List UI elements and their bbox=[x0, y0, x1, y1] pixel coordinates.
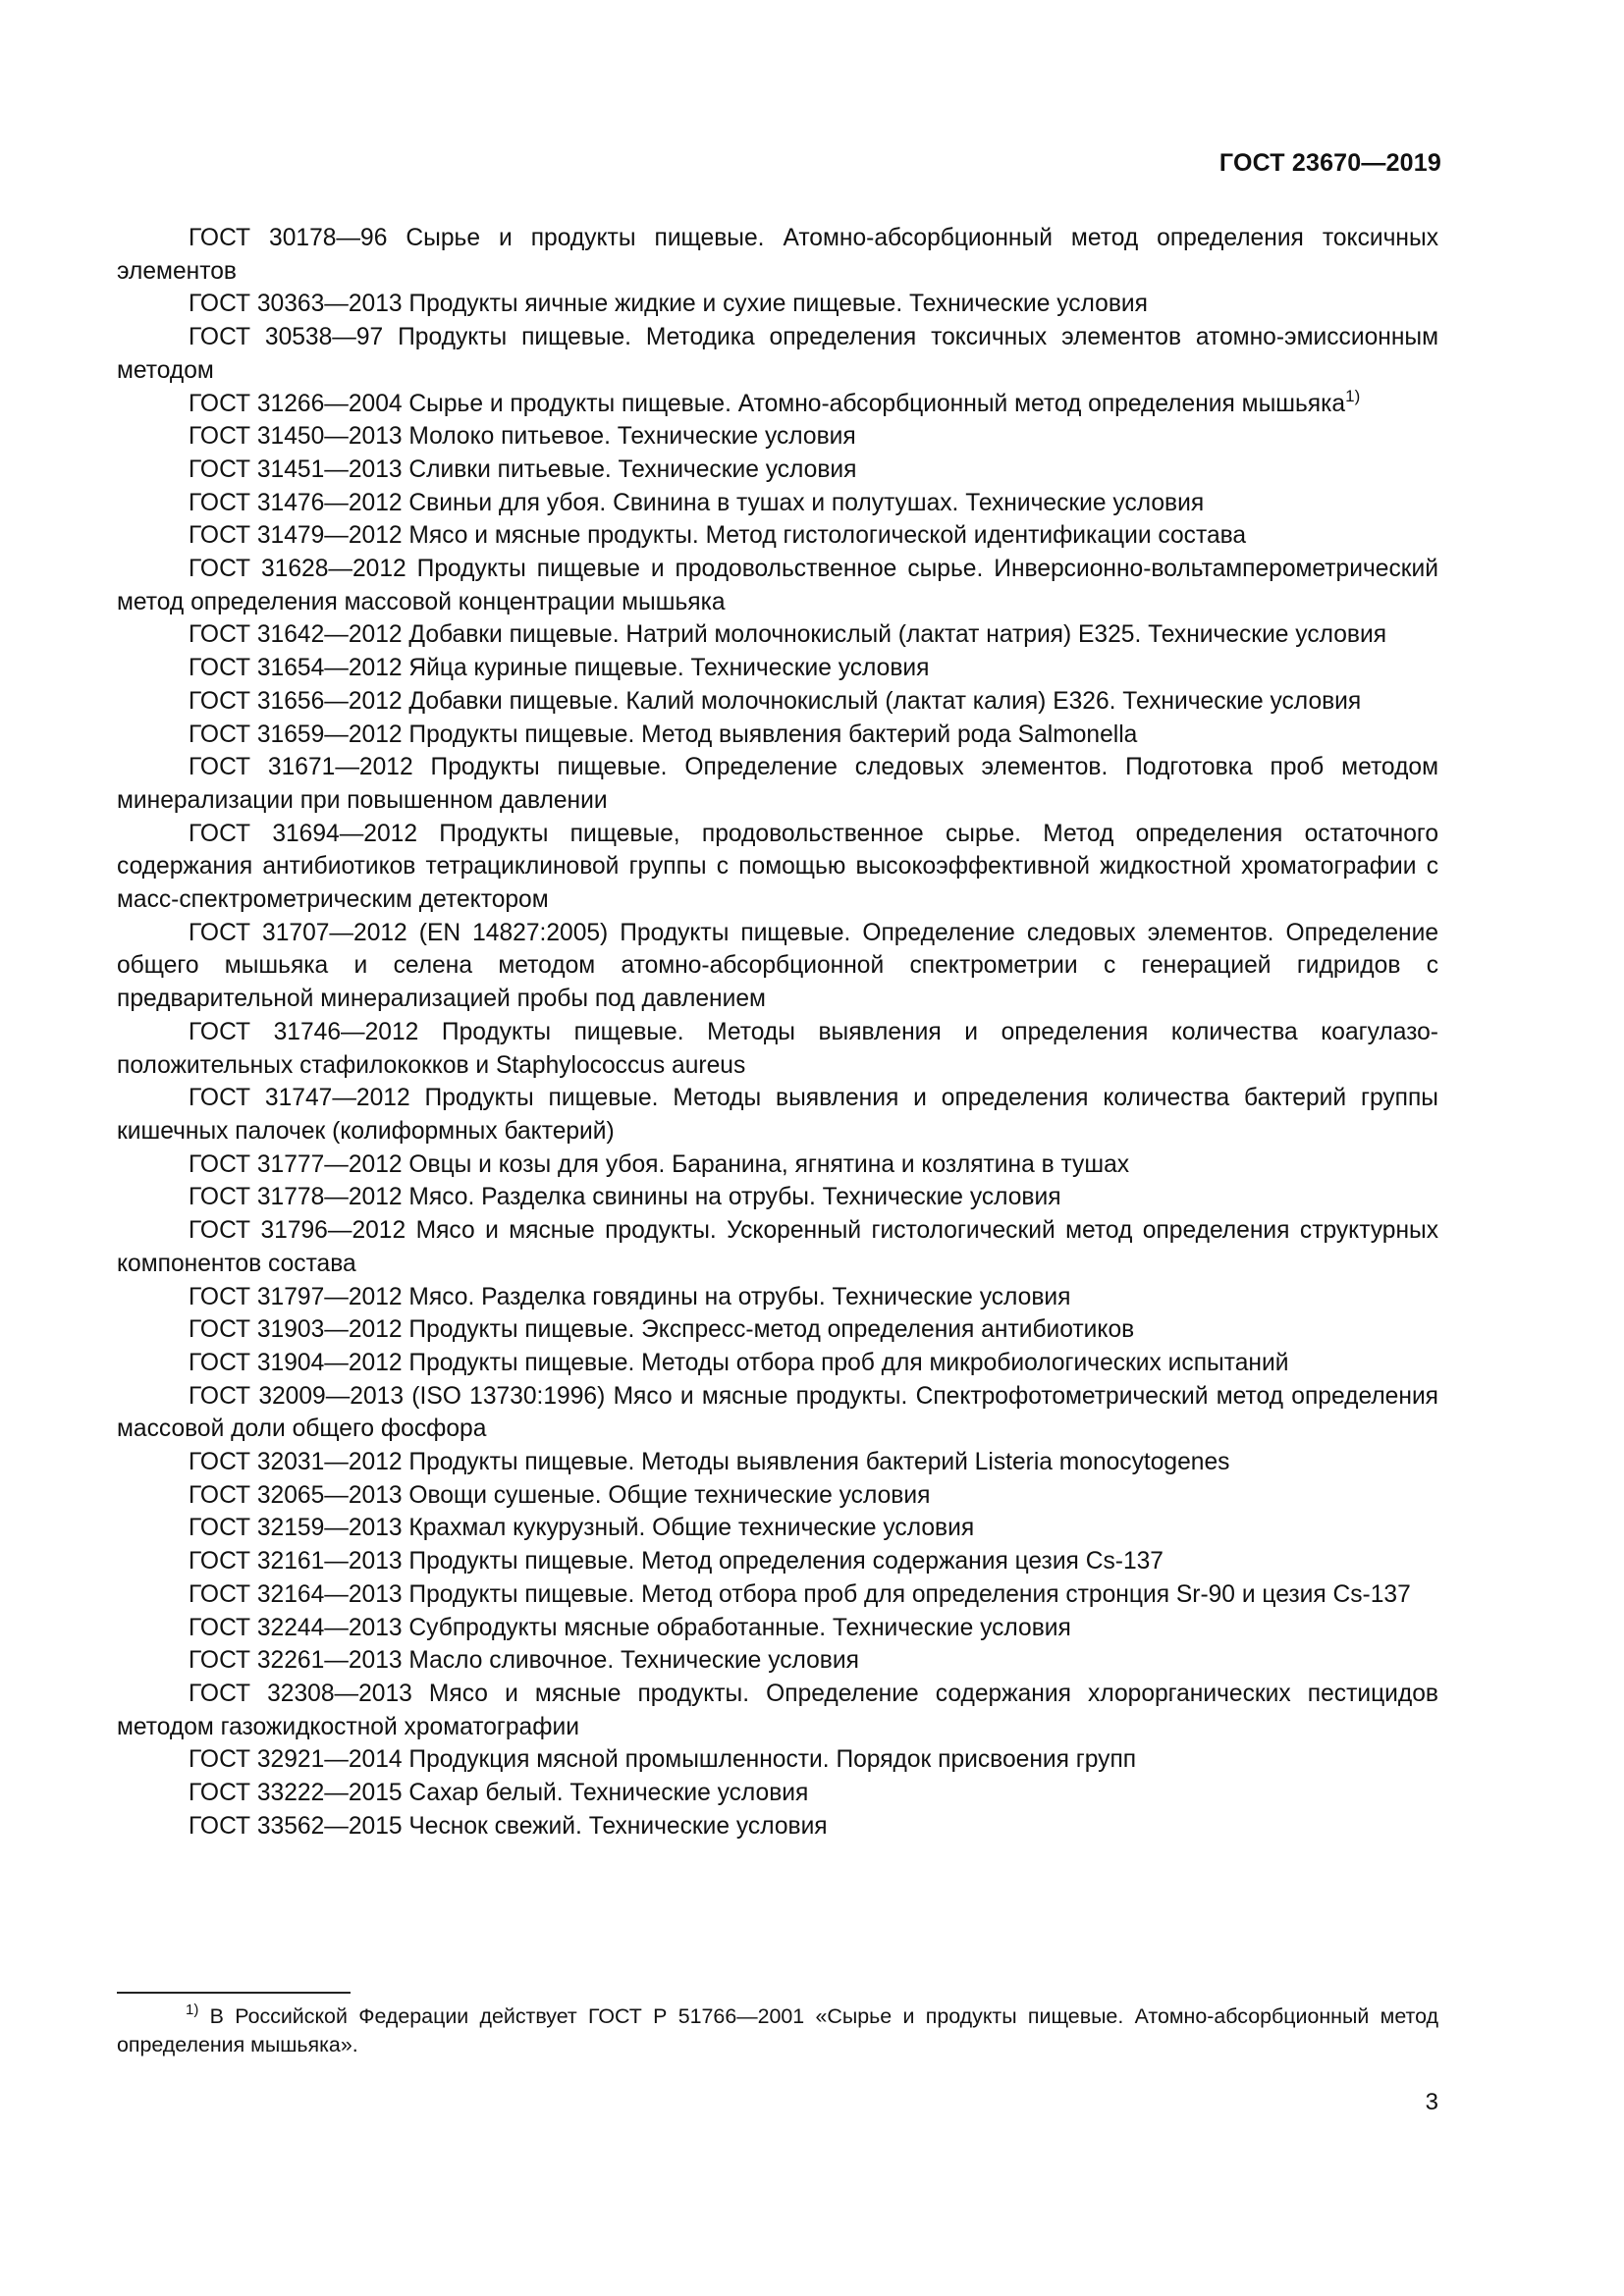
reference-item bbox=[117, 1810, 1438, 1843]
footnote-divider bbox=[117, 1992, 351, 1994]
reference-text: ГОСТ 31796—2012 Мясо и мясные продукты. Ускоренный гистологический метод определения структурных компонентов состава bbox=[117, 1217, 1438, 1277]
reference-text: ГОСТ 32164—2013 Продукты пищевые. Метод отбора проб для определения стронция Sr-90 и цезия Cs-137 bbox=[189, 1580, 1411, 1608]
footnote-marker: 1) bbox=[1345, 386, 1361, 405]
reference-text: ГОСТ 32031—2012 Продукты пищевые. Методы выявления бактерий Listeria monocytogenes bbox=[189, 1449, 1230, 1476]
reference-text: ГОСТ 32308—2013 Мясо и мясные продукты. Определение содержания хлорорганических пестицидов методом газожидкостной хроматографии bbox=[117, 1680, 1438, 1740]
reference-item bbox=[117, 1743, 1438, 1777]
reference-item bbox=[117, 487, 1438, 520]
reference-item bbox=[117, 1545, 1438, 1578]
footnote-text: В Российской Федерации действует ГОСТ Р 51766—2001 «Сырье и продукты пищевые. Атомно-абсорбционный метод определения мышьяка». bbox=[117, 2004, 1438, 2056]
reference-text: ГОСТ 31777—2012 Овцы и козы для убоя. Баранина, ягнятина и козлятина в тушах bbox=[189, 1150, 1130, 1178]
reference-text: ГОСТ 32065—2013 Овощи сушеные. Общие технические условия bbox=[189, 1481, 931, 1509]
reference-text: ГОСТ 31707—2012 (EN 14827:2005) Продукты пищевые. Определение следовых элементов. Определение общего мышьяка и селена методом атомно-абсорбционной спектрометрии с генерацией гидридов с предварительной минерализацией пробы под давлением bbox=[117, 919, 1438, 1013]
reference-item bbox=[117, 1281, 1438, 1314]
normative-references-list bbox=[117, 222, 1438, 1842]
reference-text: ГОСТ 31671—2012 Продукты пищевые. Определение следовых элементов. Подготовка проб методом минерализации при повышенном давлении bbox=[117, 754, 1438, 814]
reference-item bbox=[117, 222, 1438, 288]
reference-item bbox=[117, 1082, 1438, 1148]
reference-item bbox=[117, 1347, 1438, 1380]
reference-item bbox=[117, 1313, 1438, 1347]
reference-text: ГОСТ 31654—2012 Яйца куриные пищевые. Технические условия bbox=[189, 655, 930, 682]
reference-text: ГОСТ 31476—2012 Свиньи для убоя. Свинина в тушах и полутушах. Технические условия bbox=[189, 489, 1205, 516]
reference-text: ГОСТ 32159—2013 Крахмал кукурузный. Общие технические условия bbox=[189, 1515, 975, 1542]
reference-item bbox=[117, 519, 1438, 553]
reference-text: ГОСТ 31479—2012 Мясо и мясные продукты. Метод гистологической идентификации состава bbox=[189, 522, 1247, 550]
reference-text: ГОСТ 31266—2004 Сырье и продукты пищевые. Атомно-абсорбционный метод определения мышьяка bbox=[189, 390, 1346, 417]
page-number: 3 bbox=[1425, 2089, 1438, 2115]
reference-item bbox=[117, 719, 1438, 752]
reference-text: ГОСТ 31904—2012 Продукты пищевые. Методы отбора проб для микробиологических испытаний bbox=[189, 1349, 1289, 1376]
reference-item bbox=[117, 1016, 1438, 1082]
reference-item bbox=[117, 288, 1438, 321]
reference-item bbox=[117, 1148, 1438, 1182]
reference-item bbox=[117, 321, 1438, 387]
reference-text: ГОСТ 31797—2012 Мясо. Разделка говядины на отрубы. Технические условия bbox=[189, 1283, 1071, 1310]
reference-text: ГОСТ 30538—97 Продукты пищевые. Методика определения токсичных элементов атомно-эмиссионным методом bbox=[117, 324, 1438, 384]
reference-text: ГОСТ 32009—2013 (ISO 13730:1996) Мясо и мясные продукты. Спектрофотометрический метод определения массовой доли общего фосфора bbox=[117, 1382, 1438, 1443]
reference-item bbox=[117, 818, 1438, 917]
reference-item bbox=[117, 685, 1438, 719]
reference-text: ГОСТ 31694—2012 Продукты пищевые, продовольственное сырье. Метод определения остаточного содержания антибиотиков тетрациклиновой группы с помощью высокоэффективной жидкостной хроматографии с масс-спектрометрическим детектором bbox=[117, 820, 1438, 914]
reference-text: ГОСТ 33222—2015 Сахар белый. Технические условия bbox=[189, 1780, 809, 1807]
reference-text: ГОСТ 31659—2012 Продукты пищевые. Метод выявления бактерий рода Salmonella bbox=[189, 721, 1138, 748]
reference-item bbox=[117, 388, 1438, 421]
reference-text: ГОСТ 31450—2013 Молоко питьевое. Технические условия bbox=[189, 423, 856, 451]
reference-item bbox=[117, 454, 1438, 487]
reference-item bbox=[117, 1181, 1438, 1214]
reference-item bbox=[117, 1512, 1438, 1545]
reference-text: ГОСТ 32244—2013 Субпродукты мясные обработанные. Технические условия bbox=[189, 1614, 1071, 1641]
reference-item bbox=[117, 751, 1438, 817]
reference-text: ГОСТ 31747—2012 Продукты пищевые. Методы выявления и определения количества бактерий группы кишечных палочек (колиформных бактерий) bbox=[117, 1085, 1438, 1145]
footnote bbox=[117, 2002, 1438, 2059]
reference-item bbox=[117, 1678, 1438, 1743]
reference-text: ГОСТ 32261—2013 Масло сливочное. Технические условия bbox=[189, 1647, 859, 1675]
reference-text: ГОСТ 33562—2015 Чеснок свежий. Технические условия bbox=[189, 1812, 828, 1840]
reference-item bbox=[117, 1578, 1438, 1612]
document-header: ГОСТ 23670—2019 bbox=[1218, 149, 1441, 177]
reference-item bbox=[117, 618, 1438, 652]
reference-item bbox=[117, 1612, 1438, 1645]
footnote-marker: 1) bbox=[186, 2002, 199, 2018]
reference-text: ГОСТ 31903—2012 Продукты пищевые. Экспресс-метод определения антибиотиков bbox=[189, 1316, 1135, 1344]
reference-item bbox=[117, 1446, 1438, 1479]
reference-text: ГОСТ 31642—2012 Добавки пищевые. Натрий молочнокислый (лактат натрия) Е325. Технические условия bbox=[189, 621, 1387, 649]
reference-item bbox=[117, 1380, 1438, 1446]
reference-text: ГОСТ 31451—2013 Сливки питьевые. Технические условия bbox=[189, 455, 857, 483]
reference-text: ГОСТ 31746—2012 Продукты пищевые. Методы выявления и определения количества коагулазоположительных стафилококков и Staphylococcus aureus bbox=[117, 1018, 1438, 1079]
reference-item bbox=[117, 1777, 1438, 1810]
reference-item bbox=[117, 917, 1438, 1016]
reference-text: ГОСТ 30178—96 Сырье и продукты пищевые. Атомно-абсорбционный метод определения токсичных элементов bbox=[117, 225, 1438, 285]
reference-text: ГОСТ 31778—2012 Мясо. Разделка свинины на отрубы. Технические условия bbox=[189, 1184, 1061, 1211]
reference-item bbox=[117, 652, 1438, 685]
reference-item bbox=[117, 553, 1438, 618]
reference-item bbox=[117, 1644, 1438, 1678]
reference-text: ГОСТ 31628—2012 Продукты пищевые и продовольственное сырье. Инверсионно-вольтамперометрический метод определения массовой концентрации мышьяка bbox=[117, 556, 1438, 615]
reference-item bbox=[117, 1479, 1438, 1513]
reference-item bbox=[117, 1214, 1438, 1280]
reference-text: ГОСТ 30363—2013 Продукты яичные жидкие и сухие пищевые. Технические условия bbox=[189, 291, 1148, 318]
reference-text: ГОСТ 31656—2012 Добавки пищевые. Калий молочнокислый (лактат калия) Е326. Технические условия bbox=[189, 687, 1362, 715]
reference-item bbox=[117, 420, 1438, 454]
reference-text: ГОСТ 32161—2013 Продукты пищевые. Метод определения содержания цезия Cs-137 bbox=[189, 1548, 1164, 1575]
reference-text: ГОСТ 32921—2014 Продукция мясной промышленности. Порядок присвоения групп bbox=[189, 1746, 1137, 1774]
